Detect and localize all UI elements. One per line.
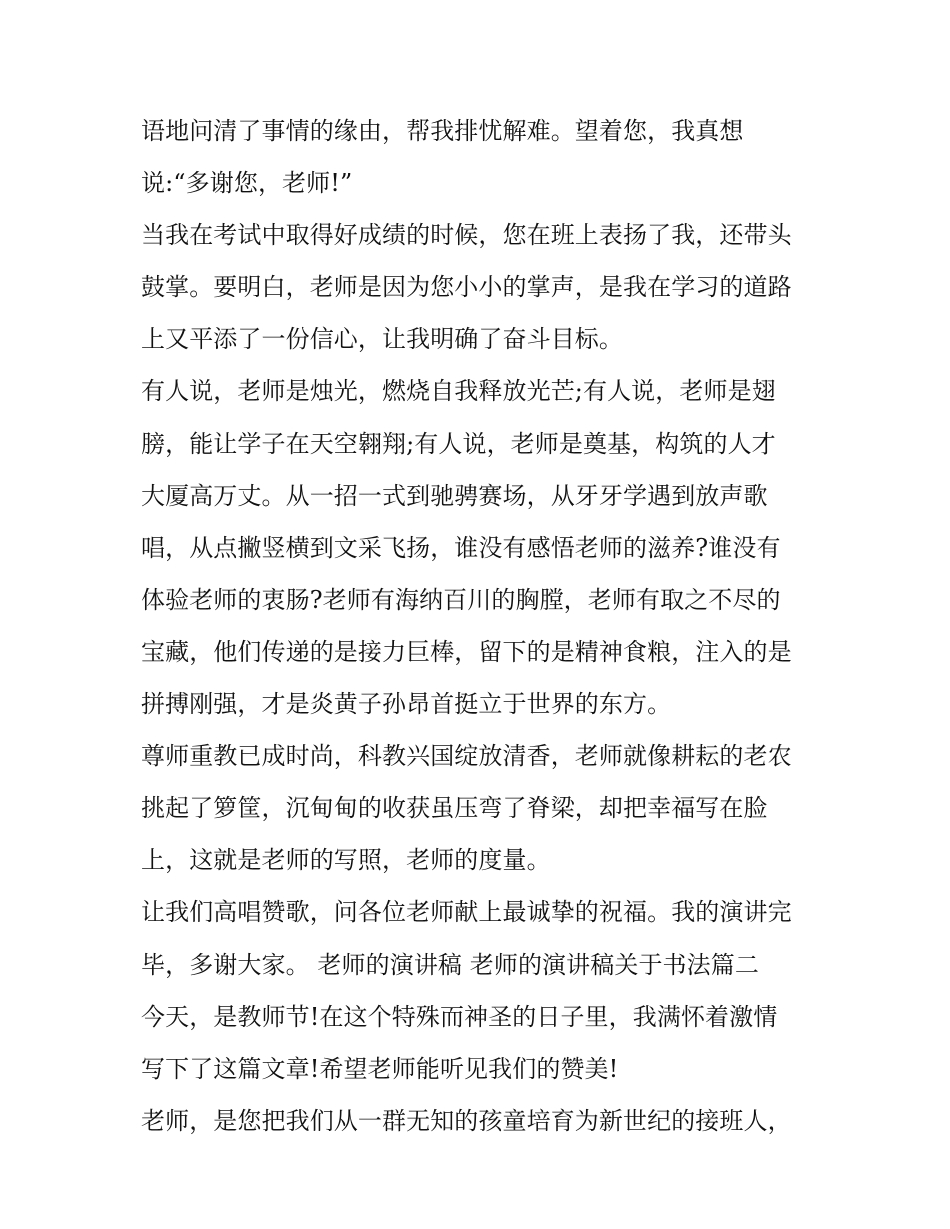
text-line: 让我们高唱赞歌，问各位老师献上最诚挚的祝福。我的演讲完 [141,898,792,927]
text-line: 大厦高万丈。从一招一式到驰骋赛场，从牙牙学遇到放声歌 [141,481,768,510]
text-line: 今天，是教师节!在这个特殊而神圣的日子里，我满怀着激情 [141,1002,778,1031]
text-line: 老师，是您把我们从一群无知的孩童培育为新世纪的接班人， [141,1106,792,1135]
text-line: 上，这就是老师的写照，老师的度量。 [141,846,551,875]
text-line: 上又平添了一份信心，让我明确了奋斗目标。 [141,325,623,354]
text-line: 语地问清了事情的缘由，帮我排忧解难。望着您，我真想 [141,117,744,145]
text-line: 鼓掌。要明白，老师是因为您小小的掌声，是我在学习的道路 [141,273,792,302]
document-body [141,105,831,1147]
text-line: 说:“多谢您，老师!” [141,169,353,198]
text-line: 拼搏刚强，才是炎黄子孙昂首挺立于世界的东方。 [141,690,672,719]
text-line: 尊师重教已成时尚，科教兴国绽放清香，老师就像耕耘的老农 [141,742,792,771]
text-line: 体验老师的衷肠?老师有海纳百川的胸膛，老师有取之不尽的 [141,585,781,614]
text-line: 当我在考试中取得好成绩的时候，您在班上表扬了我，还带头 [141,221,792,250]
text-line: 挑起了箩筐，沉甸甸的收获虽压弯了脊梁，却把幸福写在脸 [141,794,768,823]
text-line: 有人说，老师是烛光，燃烧自我释放光芒;有人说，老师是翅 [141,377,776,406]
text-line: 唱，从点撇竖横到文采飞扬，谁没有感悟老师的滋养?谁没有 [141,533,781,562]
text-line: 宝藏，他们传递的是接力巨棒，留下的是精神食粮，注入的是 [141,637,792,666]
text-line: 毕，多谢大家。 老师的演讲稿 老师的演讲稿关于书法篇二 [141,950,759,979]
text-line: 膀，能让学子在天空翱翔;有人说，老师是奠基，构筑的人才 [141,429,776,458]
text-line: 写下了这篇文章!希望老师能听见我们的赞美! [141,1054,619,1083]
